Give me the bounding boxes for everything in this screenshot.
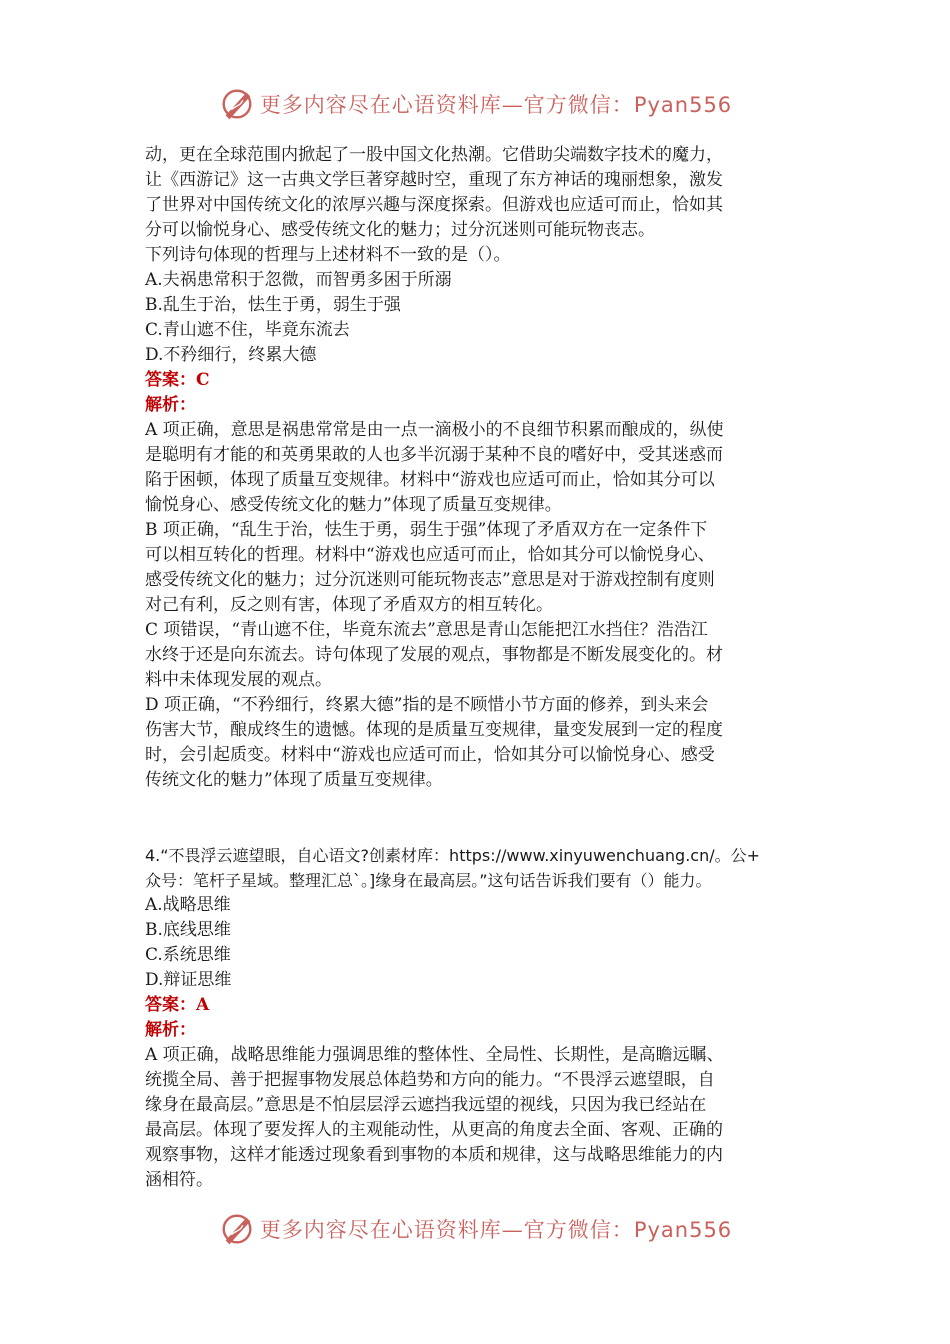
q3-analysis-line: 料中未体现发展的观点。 — [145, 670, 332, 690]
banner-text: 更多内容尽在心语资料库—官方微信：Pyan556 — [259, 1218, 733, 1242]
q3-analysis-line: 愉悦身心、感受传统文化的魅力”体现了质量互变规律。 — [145, 495, 562, 515]
q3-passage-line: 动，更在全球范围内掀起了一股中国文化热潮。它借助尖端数字技术的魔力， — [145, 145, 723, 165]
q4-option-b: B.底线思维 — [145, 920, 231, 940]
footer-banner — [0, 1207, 950, 1251]
q3-option-b: B.乱生于治，怯生于勇，弱生于强 — [145, 295, 401, 315]
q3-analysis-line: 传统文化的魅力”体现了质量互变规律。 — [145, 770, 443, 790]
q4-analysis-line: 涵相符。 — [145, 1170, 213, 1190]
q4-option-d: D.辩证思维 — [145, 970, 232, 990]
q4-analysis-line: 缘身在最高层。”意思是不怕层层浮云遮挡我远望的视线，只因为我已经站在 — [145, 1095, 707, 1115]
q4-analysis-line: 最高层。体现了要发挥人的主观能动性，从更高的角度去全面、客观、正确的 — [145, 1120, 723, 1140]
q4-question-line: 众号：笔杆子星域。整理汇总`。]缘身在最高层。”这句话告诉我们要有（）能力。 — [145, 871, 712, 890]
q3-passage-line: 分可以愉悦身心、感受传统文化的魅力；过分沉迷则可能玩物丧志。 — [145, 220, 655, 240]
q3-passage-line: 了世界对中国传统文化的浓厚兴趣与深度探索。但游戏也应适可而止，恰如其 — [145, 195, 723, 215]
q4-analysis-line: 观察事物，这样才能透过现象看到事物的本质和规律，这与战略思维能力的内 — [145, 1145, 723, 1165]
q3-analysis-line: 可以相互转化的哲理。材料中“游戏也应适可而止，恰如其分可以愉悦身心、 — [145, 545, 715, 565]
q3-answer: 答案：C — [145, 370, 210, 390]
q4-option-a: A.战略思维 — [145, 895, 231, 915]
pen-logo-icon — [218, 85, 256, 123]
q3-analysis-line: A 项正确，意思是祸患常常是由一点一滴极小的不良细节积累而酿成的，纵使 — [145, 420, 724, 440]
q3-analysis-line: 陷于困顿，体现了质量互变规律。材料中“游戏也应适可而止，恰如其分可以 — [145, 470, 715, 490]
q3-analysis-line: 对己有利，反之则有害，体现了矛盾双方的相互转化。 — [145, 595, 553, 615]
q3-analysis-line: 时，会引起质变。材料中“游戏也应适可而止，恰如其分可以愉悦身心、感受 — [145, 745, 715, 765]
q3-option-c: C.青山遮不住，毕竟东流去 — [145, 320, 350, 340]
q3-analysis-line: B 项正确，“乱生于治，怯生于勇，弱生于强”体现了矛盾双方在一定条件下 — [145, 520, 708, 540]
q3-option-d: D.不矜细行，终累大德 — [145, 345, 317, 365]
q4-analysis-line: A 项正确，战略思维能力强调思维的整体性、全局性、长期性，是高瞻远瞩、 — [145, 1045, 724, 1065]
header-banner — [0, 82, 950, 126]
section-spacer — [145, 793, 810, 843]
q4-question-line: 4.“不畏浮云遮望眼，自心语文?创素材库：https://www.xinyuwenchuang.cn/。公+ — [145, 846, 761, 865]
q4-answer: 答案：A — [145, 995, 210, 1015]
banner-wechat: Pyan556 — [633, 93, 733, 117]
q3-question: 下列诗句体现的哲理与上述材料不一致的是（）。 — [145, 245, 511, 265]
q3-analysis-line: 是聪明有才能的和英勇果敢的人也多半沉溺于某种不良的嗜好中，受其迷惑而 — [145, 445, 723, 465]
q3-passage-line: 让《西游记》这一古典文学巨著穿越时空，重现了东方神话的瑰丽想象，激发 — [145, 170, 723, 190]
document-body — [145, 143, 810, 1193]
pen-logo-icon — [218, 1210, 256, 1248]
q3-analysis-line: 伤害大节，酿成终生的遗憾。体现的是质量互变规律，量变发展到一定的程度 — [145, 720, 723, 740]
banner-text: 更多内容尽在心语资料库—官方微信：Pyan556 — [259, 93, 733, 117]
q3-analysis-line: 水终于还是向东流去。诗句体现了发展的观点，事物都是不断发展变化的。材 — [145, 645, 723, 665]
q4-analysis-label: 解析： — [145, 1020, 196, 1040]
q3-analysis-label: 解析： — [145, 395, 196, 415]
q3-option-a: A.夫祸患常积于忽微，而智勇多困于所溺 — [145, 270, 452, 290]
q3-analysis-line: 感受传统文化的魅力；过分沉迷则可能玩物丧志”意思是对于游戏控制有度则 — [145, 570, 715, 590]
q4-analysis-line: 统揽全局、善于把握事物发展总体趋势和方向的能力。“不畏浮云遮望眼，自 — [145, 1070, 715, 1090]
q4-option-c: C.系统思维 — [145, 945, 231, 965]
q3-analysis-line: D 项正确，“不矜细行，终累大德”指的是不顾惜小节方面的修养，到头来会 — [145, 695, 709, 715]
banner-wechat: Pyan556 — [633, 1218, 733, 1242]
q3-analysis-line: C 项错误，“青山遮不住，毕竟东流去”意思是青山怎能把江水挡住？浩浩江 — [145, 620, 708, 640]
